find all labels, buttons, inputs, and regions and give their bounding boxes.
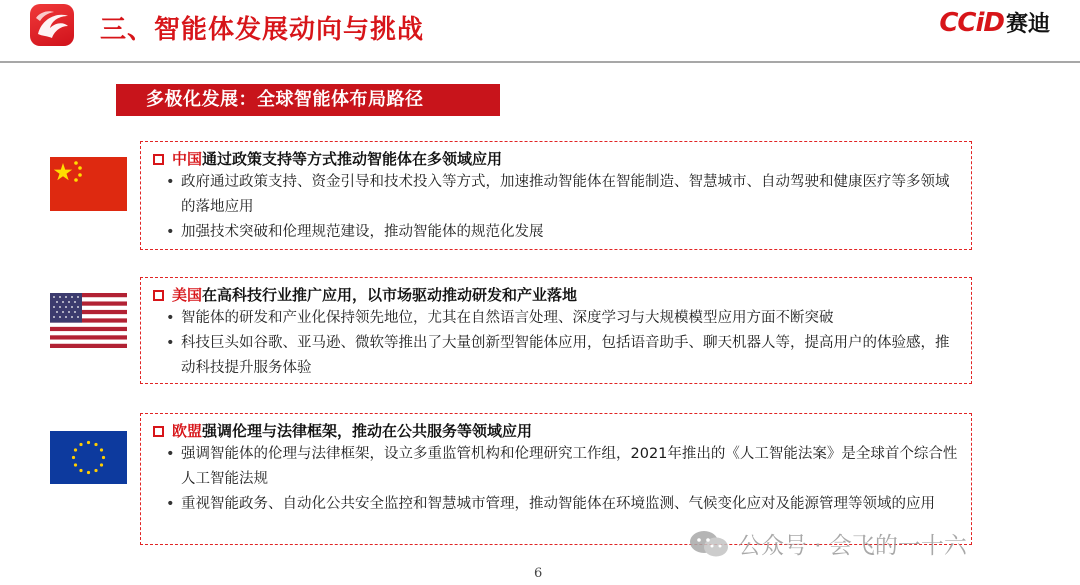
slide-header: [0, 0, 1080, 60]
brand-name-cn: 赛迪: [1005, 12, 1050, 37]
usa-section-box: [140, 277, 972, 384]
bullet-item: • 科技巨头如谷歌、亚马逊、微软等推出了大量创新型智能体应用，包括语音助手、聊天机器人等，提高用户的体验感，推动科技提升服务体验: [153, 331, 959, 381]
hollow-square-bullet-icon: [153, 426, 164, 437]
china-flag-icon: [50, 157, 127, 211]
ccid-brand-logo: [939, 7, 1050, 38]
wechat-watermark: [688, 527, 967, 560]
bullet-item: • 加强技术突破和伦理规范建设，推动智能体的规范化发展: [153, 220, 959, 245]
section-heading: [153, 284, 959, 306]
heading-text: 通过政策支持等方式推动智能体在多领域应用: [202, 150, 503, 168]
usa-flag-icon: [50, 293, 127, 348]
heading-text: 在高科技行业推广应用，以市场驱动推动研发和产业落地: [202, 286, 578, 304]
brand-name-en: CCiD: [939, 8, 1004, 38]
heading-text: 强调伦理与法律框架，推动在公共服务等领域应用: [202, 422, 533, 440]
header-divider: [0, 61, 1080, 63]
bullet-item: • 强调智能体的伦理与法律框架，设立多重监管机构和伦理研究工作组，2021年推出的《人工智能法案》是全球首个综合性人工智能法规: [153, 442, 959, 492]
bullet-item: • 重视智能政务、自动化公共安全监控和智慧城市管理，推动智能体在环境监测、气候变化应对及能源管理等领域的应用: [153, 492, 959, 517]
section-heading: [153, 148, 959, 170]
eu-flag-icon: [50, 431, 127, 484]
region-name: 中国: [172, 150, 203, 168]
section-heading: [153, 420, 959, 442]
bullet-item: • 政府通过政策支持、资金引导和技术投入等方式，加速推动智能体在智能制造、智慧城市、自动驾驶和健康医疗等多领域的落地应用: [153, 170, 959, 220]
region-name: 美国: [172, 286, 203, 304]
page-title: 三、智能体发展动向与挑战: [100, 15, 425, 45]
eu-section-box: [140, 413, 972, 545]
watermark-text: 公众号 · 会飞的一十六: [738, 533, 967, 559]
bullet-item: • 智能体的研发和产业化保持领先地位，尤其在自然语言处理、深度学习与大规模模型应用方面不断突破: [153, 306, 959, 331]
region-name: 欧盟: [172, 422, 203, 440]
hollow-square-bullet-icon: [153, 154, 164, 165]
section-banner: 多极化发展：全球智能体布局路径: [116, 84, 500, 116]
china-section-box: [140, 141, 972, 250]
ccid-swirl-logo-icon: [30, 4, 74, 46]
page-number: 6: [534, 566, 543, 581]
hollow-square-bullet-icon: [153, 290, 164, 301]
wechat-icon: [688, 529, 732, 559]
